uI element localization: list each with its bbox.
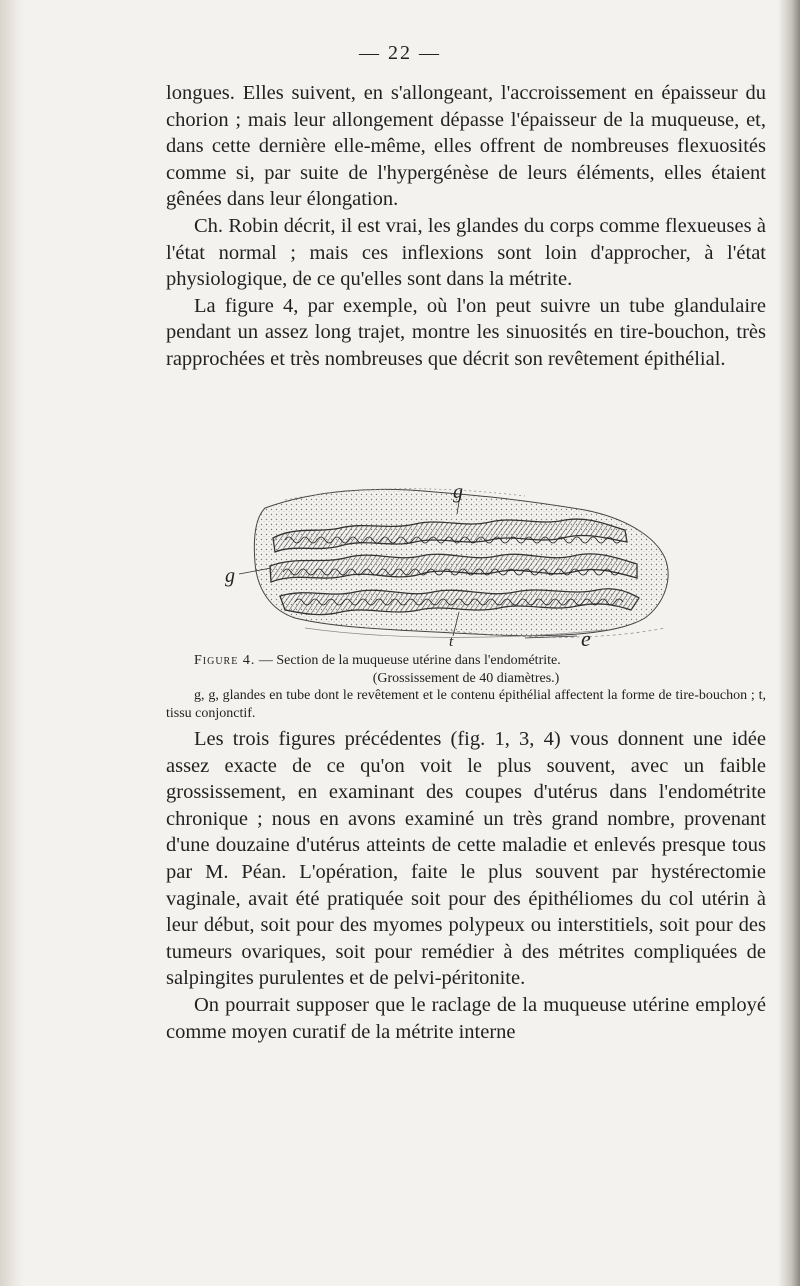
- caption-title-text: — Section de la muqueuse utérine dans l'endométrite.: [255, 653, 561, 668]
- figure-caption: [166, 652, 766, 722]
- caption-magnification: (Grossissement de 40 diamètres.): [372, 670, 560, 686]
- page-left-edge-shadow: [0, 0, 24, 1286]
- paragraph-5: On pourrait supposer que le raclage de la muqueuse utérine employé comme moyen curatif de la métrite interne: [166, 993, 766, 1043]
- caption-figure-label: Figure 4.: [194, 653, 256, 668]
- figure-label-t: t: [449, 634, 454, 650]
- figure-label-g-left: g: [225, 565, 235, 587]
- paragraph-3: La figure 4, par exemple, où l'on peut suivre un tube glandulaire pendant un assez long trajet, montre les sinuosités en tire-bouchon, très rapprochées et très nombreuses que décrit son revêtement épithélial.: [166, 294, 766, 370]
- page-right-edge-shadow: [778, 0, 800, 1286]
- caption-title: [166, 652, 766, 670]
- paragraph-1: longues. Elles suivent, en s'allongeant, l'accroissement en épaisseur du chorion ; mais leur allongement dépasse l'épaisseur de la muqueuse, et, dans cette dernière elle-même, elles offrent de nombreuses flexuosités comme si, par suite de l'hypergénèse de leurs éléments, elles étaient gênées dans leur élongation.: [166, 82, 766, 211]
- text-block-bottom: [166, 726, 766, 1045]
- gland-tubes: [270, 519, 639, 615]
- mucosa-section-drawing: [225, 478, 725, 650]
- paragraph-2: Ch. Robin décrit, il est vrai, les glandes du corps comme flexueuses à l'état normal ; mais ces inflexions sont loin d'approcher, à l'état physiologique, de ce qu'elles sont dans la métrite.: [166, 214, 766, 291]
- figure-4-illustration: [225, 478, 725, 650]
- figure-label-g-top: g: [453, 481, 463, 503]
- page-number: — 22 —: [359, 42, 441, 64]
- caption-legend: g, g, glandes en tube dont le revêtement et le contenu épithélial affectent la forme de tire-bouchon ; t, tissu conjonctif.: [166, 688, 766, 721]
- figure-label-e: e: [581, 626, 591, 650]
- paragraph-4: Les trois figures précédentes (fig. 1, 3, 4) vous donnent une idée assez exacte de ce qu'on voit le plus souvent, avec un faible grossissement, en examinant des coupes d'utérus dans l'endométrite chronique ; nous en avons examiné un très grand nombre, provenant d'une douzaine d'utérus atteints de cette maladie et enlevés presque tous par M. Péan. L'opération, faite le plus souvent par hystérectomie vaginale, avait été pratiquée soit pour des épithéliomes du col utérin à leur début, soit pour des myomes polypeux ou interstitiels, soit pour des tumeurs ovariques, soit pour remédier à des métrites compliquées de salpingites purulentes et de pelvi-péritonite.: [166, 728, 766, 990]
- text-block-top: [166, 80, 766, 373]
